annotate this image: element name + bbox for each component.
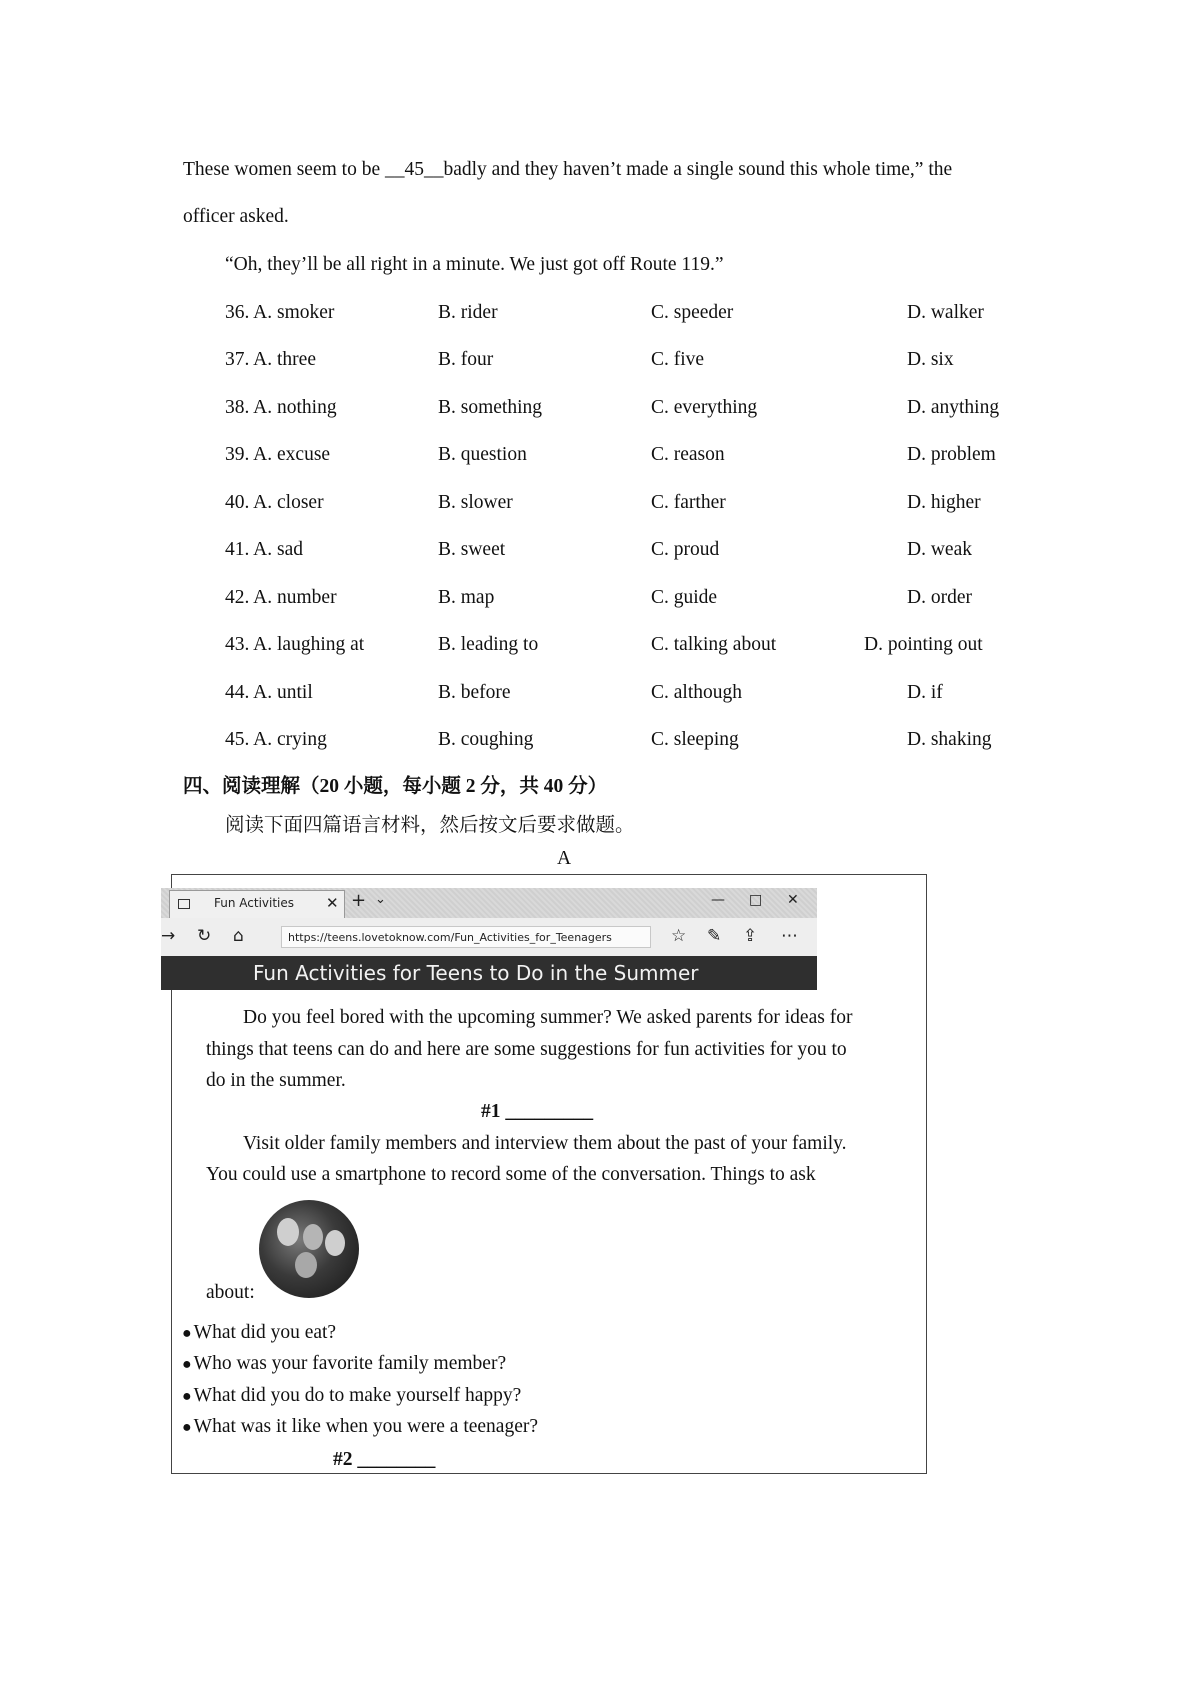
about-label: about: xyxy=(206,1282,255,1303)
option-42-d: D. order xyxy=(907,587,972,608)
option-40-a: 40. A. closer xyxy=(225,492,324,513)
bullet-item: ● Who was your favorite family member? xyxy=(182,1353,507,1374)
option-41-c: C. proud xyxy=(651,539,720,560)
option-41-d: D. weak xyxy=(907,539,972,560)
intro-line-2: officer asked. xyxy=(183,206,289,227)
option-38-b: B. something xyxy=(438,397,543,418)
option-40-d: D. higher xyxy=(907,492,981,513)
intro-line-3: “Oh, they’ll be all right in a minute. We just got off Route 119.” xyxy=(225,254,724,275)
banner-title: Fun Activities for Teens to Do in the Summer xyxy=(253,961,699,985)
option-39-c: C. reason xyxy=(651,444,725,465)
intro-line-1: These women seem to be __45__badly and they haven’t made a single sound this whole time,” the xyxy=(183,159,953,180)
option-44-a: 44. A. until xyxy=(225,682,313,703)
bullet-item: ● What did you do to make yourself happy? xyxy=(182,1385,522,1406)
bullet-icon: ● xyxy=(182,1419,192,1436)
heading-1: #1 _________ xyxy=(481,1101,594,1122)
option-38-a: 38. A. nothing xyxy=(225,397,337,418)
home-icon[interactable]: ⌂ xyxy=(233,926,244,946)
forward-icon[interactable]: → xyxy=(161,926,176,946)
option-36-d: D. walker xyxy=(907,302,984,323)
section-title: 四、阅读理解（20 小题，每小题 2 分，共 40 分） xyxy=(183,776,608,797)
option-40-c: C. farther xyxy=(651,492,726,513)
passage-label: A xyxy=(557,848,572,869)
page-banner xyxy=(161,956,817,990)
passage-p2-line-2: You could use a smartphone to record some of the conversation. Things to ask xyxy=(206,1164,816,1185)
browser-tab[interactable] xyxy=(169,890,345,918)
passage-p1-line-3: do in the summer. xyxy=(206,1070,346,1091)
browser-screenshot xyxy=(161,888,817,990)
option-45-c: C. sleeping xyxy=(651,729,739,750)
option-37-d: D. six xyxy=(907,349,954,370)
passage-p1-line-1: Do you feel bored with the upcoming summer? We asked parents for ideas for xyxy=(243,1007,853,1028)
option-44-d: D. if xyxy=(907,682,943,703)
option-37-a: 37. A. three xyxy=(225,349,316,370)
option-43-d: D. pointing out xyxy=(864,634,983,655)
option-39-d: D. problem xyxy=(907,444,996,465)
option-42-b: B. map xyxy=(438,587,495,608)
bullet-icon: ● xyxy=(182,1388,192,1405)
option-43-b: B. leading to xyxy=(438,634,539,655)
option-40-b: B. slower xyxy=(438,492,513,513)
family-photo xyxy=(259,1200,359,1298)
pen-icon[interactable]: ✎ xyxy=(707,926,722,946)
passage-p1-line-2: things that teens can do and here are some suggestions for fun activities for you to xyxy=(206,1039,847,1060)
more-icon[interactable]: ⋯ xyxy=(781,926,798,946)
bullet-icon: ● xyxy=(182,1356,192,1373)
option-38-d: D. anything xyxy=(907,397,1000,418)
passage-p2-line-1: Visit older family members and interview them about the past of your family. xyxy=(243,1133,847,1154)
heading-2: #2 ________ xyxy=(333,1449,436,1470)
option-37-c: C. five xyxy=(651,349,705,370)
option-44-c: C. although xyxy=(651,682,742,703)
option-42-c: C. guide xyxy=(651,587,718,608)
option-43-a: 43. A. laughing at xyxy=(225,634,365,655)
option-39-b: B. question xyxy=(438,444,527,465)
option-45-d: D. shaking xyxy=(907,729,992,750)
option-41-a: 41. A. sad xyxy=(225,539,303,560)
option-36-a: 36. A. smoker xyxy=(225,302,335,323)
share-icon[interactable]: ⇪ xyxy=(743,926,758,946)
browser-tab-bar xyxy=(161,888,817,918)
option-45-a: 45. A. crying xyxy=(225,729,327,750)
close-window-icon[interactable]: ✕ xyxy=(787,892,799,908)
tab-page-icon xyxy=(178,899,190,909)
option-37-b: B. four xyxy=(438,349,494,370)
option-38-c: C. everything xyxy=(651,397,758,418)
option-44-b: B. before xyxy=(438,682,511,703)
section-instruction: 阅读下面四篇语言材料，然后按文后要求做题。 xyxy=(225,815,635,836)
bullet-item: ● What did you eat? xyxy=(182,1322,337,1343)
option-41-b: B. sweet xyxy=(438,539,506,560)
option-42-a: 42. A. number xyxy=(225,587,337,608)
bullet-item: ● What was it like when you were a teenager? xyxy=(182,1416,539,1437)
option-36-c: C. speeder xyxy=(651,302,734,323)
chevron-down-icon[interactable]: ⌄ xyxy=(375,892,386,907)
new-tab-icon[interactable]: + xyxy=(351,890,367,911)
minimize-icon[interactable]: — xyxy=(711,892,725,908)
option-43-c: C. talking about xyxy=(651,634,777,655)
favorites-icon[interactable]: ☆ xyxy=(671,926,687,946)
bullet-icon: ● xyxy=(182,1325,192,1342)
refresh-icon[interactable]: ↻ xyxy=(197,926,212,946)
maximize-icon[interactable]: □ xyxy=(749,892,763,908)
option-36-b: B. rider xyxy=(438,302,498,323)
option-39-a: 39. A. excuse xyxy=(225,444,331,465)
browser-address-bar xyxy=(161,918,817,956)
tab-title: Fun Activities xyxy=(214,896,295,910)
tab-close-icon[interactable]: ✕ xyxy=(326,894,339,912)
url-field[interactable]: https://teens.lovetoknow.com/Fun_Activities_for_Teenagers xyxy=(281,926,651,948)
option-45-b: B. coughing xyxy=(438,729,534,750)
